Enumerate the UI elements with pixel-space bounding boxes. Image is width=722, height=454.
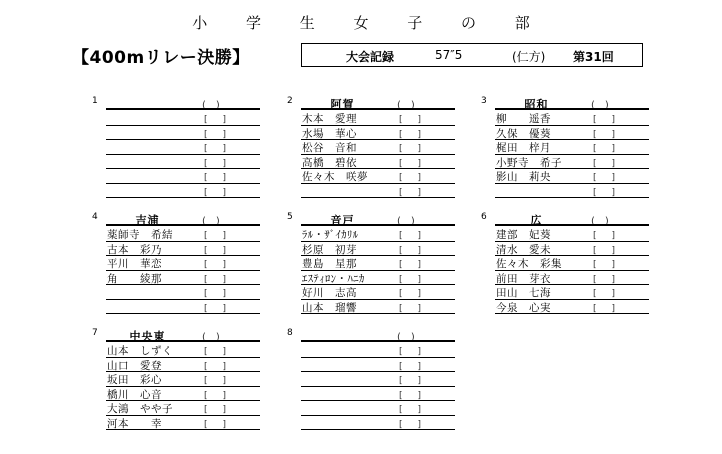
member-row (301, 357, 455, 373)
member-paren: [ ] (204, 274, 230, 285)
member-row (106, 371, 260, 387)
member-paren: [ ] (204, 245, 230, 256)
member-paren: [ ] (399, 274, 425, 285)
member-row (106, 357, 260, 373)
member-paren: [ ] (399, 158, 425, 169)
member-paren: [ ] (204, 303, 230, 314)
member-row (301, 342, 455, 358)
member-paren: [ ] (593, 245, 619, 256)
member-row (301, 386, 455, 402)
member-row (495, 125, 649, 141)
member-row (106, 415, 260, 431)
member-paren: [ ] (204, 187, 230, 198)
member-paren: [ ] (204, 129, 230, 140)
team-paren: ( ) (202, 100, 220, 111)
member-paren: [ ] (399, 390, 425, 401)
member-row (495, 270, 649, 286)
team-number: 2 (287, 96, 293, 106)
record-label: 大会記録 (346, 50, 395, 64)
member-row (301, 270, 455, 286)
member-row (106, 154, 260, 170)
member-paren: [ ] (593, 173, 619, 183)
member-paren: [ ] (399, 303, 425, 314)
member-paren: [ ] (399, 187, 425, 198)
member-name: 橋川 心音 (107, 388, 162, 401)
team-name: 中央東 (129, 330, 166, 343)
member-paren: [ ] (204, 347, 230, 357)
member-name: 古本 彩乃 (107, 243, 162, 256)
member-name: 大鴻 やや子 (107, 403, 173, 415)
member-row (301, 139, 455, 155)
member-name: 今泉 心実 (496, 301, 551, 314)
member-row (106, 110, 260, 126)
member-paren: [ ] (204, 390, 230, 401)
member-row (495, 241, 649, 257)
record-box (301, 43, 643, 67)
member-name: 佐々木 彩集 (496, 258, 562, 270)
member-name: ｴｽﾃｨﾛﾝ・ﾊﾆｶ (302, 272, 365, 285)
member-paren: [ ] (593, 187, 619, 198)
member-row (106, 183, 260, 199)
member-paren: [ ] (399, 260, 425, 270)
member-paren: [ ] (593, 158, 619, 169)
member-name: 角 綾那 (107, 272, 162, 285)
member-paren: [ ] (204, 144, 230, 154)
team-name: 吉浦 (135, 214, 160, 227)
team-name: 広 (530, 214, 543, 227)
member-row (106, 241, 260, 257)
member-row (301, 299, 455, 315)
member-name: 平川 華恋 (107, 258, 162, 270)
record-team: (仁方) (512, 50, 546, 64)
team-number: 7 (92, 328, 98, 338)
member-name: 坂田 彩心 (107, 374, 162, 386)
member-paren: [ ] (593, 231, 619, 241)
record-edition: 第31回 (573, 50, 614, 64)
member-row (301, 154, 455, 170)
member-paren: [ ] (399, 115, 425, 125)
member-row (106, 400, 260, 416)
member-name: 松谷 音和 (302, 142, 357, 154)
member-paren: [ ] (399, 173, 425, 183)
member-name: 高橋 碧依 (302, 156, 357, 169)
member-paren: [ ] (204, 376, 230, 386)
member-name: 梶田 梓月 (496, 142, 551, 154)
team-paren: ( ) (397, 332, 415, 343)
member-row (495, 154, 649, 170)
member-name: 久保 優葵 (496, 127, 551, 140)
member-name: 田山 七海 (496, 287, 551, 299)
member-name: 前田 芽衣 (496, 272, 551, 285)
team-number: 4 (92, 212, 98, 222)
member-row (495, 284, 649, 300)
member-name: 豊島 星那 (302, 258, 357, 270)
member-name: 好川 志高 (302, 287, 357, 299)
member-paren: [ ] (204, 173, 230, 183)
member-paren: [ ] (399, 129, 425, 140)
member-row (301, 255, 455, 271)
member-row (301, 371, 455, 387)
team-name: 阿賀 (330, 98, 355, 111)
member-paren: [ ] (399, 245, 425, 256)
member-paren: [ ] (593, 144, 619, 154)
member-paren: [ ] (204, 231, 230, 241)
member-row (106, 270, 260, 286)
member-paren: [ ] (399, 405, 425, 415)
member-row (301, 110, 455, 126)
member-paren: [ ] (593, 115, 619, 125)
member-name: 薬師寺 希結 (107, 229, 173, 241)
member-paren: [ ] (399, 419, 425, 430)
member-name: 影山 莉央 (496, 171, 551, 183)
member-row (301, 400, 455, 416)
member-row (106, 226, 260, 242)
team-name: 音戸 (330, 214, 355, 227)
member-name: 小野寺 希子 (496, 156, 562, 169)
team-number: 6 (481, 212, 487, 222)
member-row (106, 139, 260, 155)
member-row (301, 183, 455, 199)
member-paren: [ ] (399, 361, 425, 372)
member-row (495, 255, 649, 271)
member-row (106, 284, 260, 300)
member-row (106, 342, 260, 358)
member-name: 木本 愛理 (302, 113, 357, 125)
member-paren: [ ] (399, 231, 425, 241)
member-row (301, 226, 455, 242)
member-name: 杉原 初芽 (302, 243, 357, 256)
member-row (301, 241, 455, 257)
team-name: 昭和 (524, 98, 549, 111)
member-name: 柳 遥香 (496, 113, 551, 125)
team-paren: ( ) (397, 216, 415, 227)
team-number: 8 (287, 328, 293, 338)
page-title: 小 学 生 女 子 の 部 (192, 14, 547, 32)
team-paren: ( ) (591, 216, 609, 227)
member-paren: [ ] (399, 347, 425, 357)
member-row (301, 415, 455, 431)
member-paren: [ ] (399, 144, 425, 154)
member-row (495, 110, 649, 126)
member-paren: [ ] (399, 289, 425, 299)
team-paren: ( ) (591, 100, 609, 111)
member-paren: [ ] (204, 405, 230, 415)
member-paren: [ ] (204, 260, 230, 270)
member-paren: [ ] (593, 289, 619, 299)
member-name: 建部 妃葵 (496, 229, 551, 241)
member-name: 河本 幸 (107, 417, 162, 430)
team-number: 1 (92, 96, 98, 106)
event-title: 【400mリレー決勝】 (72, 48, 250, 68)
member-paren: [ ] (204, 115, 230, 125)
member-row (106, 125, 260, 141)
member-paren: [ ] (593, 303, 619, 314)
member-row (106, 168, 260, 184)
member-paren: [ ] (399, 376, 425, 386)
record-time: 57″5 (435, 48, 463, 62)
member-row (301, 284, 455, 300)
member-name: 水場 華心 (302, 127, 357, 140)
member-name: ﾗﾙ・ｻﾞｲｶﾘﾙ (302, 229, 359, 241)
member-row (495, 226, 649, 242)
member-row (106, 299, 260, 315)
member-row (106, 255, 260, 271)
member-row (495, 299, 649, 315)
member-row (495, 139, 649, 155)
member-paren: [ ] (204, 361, 230, 372)
member-paren: [ ] (593, 274, 619, 285)
member-paren: [ ] (593, 129, 619, 140)
member-row (495, 183, 649, 199)
team-paren: ( ) (202, 332, 220, 343)
member-row (495, 168, 649, 184)
team-number: 5 (287, 212, 293, 222)
member-paren: [ ] (204, 419, 230, 430)
team-paren: ( ) (397, 100, 415, 111)
member-paren: [ ] (593, 260, 619, 270)
member-name: 佐々木 咲夢 (302, 171, 368, 183)
member-paren: [ ] (204, 158, 230, 169)
member-name: 清水 愛未 (496, 243, 551, 256)
member-name: 山本 しずく (107, 345, 173, 357)
team-number: 3 (481, 96, 487, 106)
member-row (301, 168, 455, 184)
member-name: 山本 瑠響 (302, 301, 357, 314)
member-name: 山口 愛登 (107, 359, 162, 372)
member-paren: [ ] (204, 289, 230, 299)
team-paren: ( ) (202, 216, 220, 227)
member-row (106, 386, 260, 402)
member-row (301, 125, 455, 141)
